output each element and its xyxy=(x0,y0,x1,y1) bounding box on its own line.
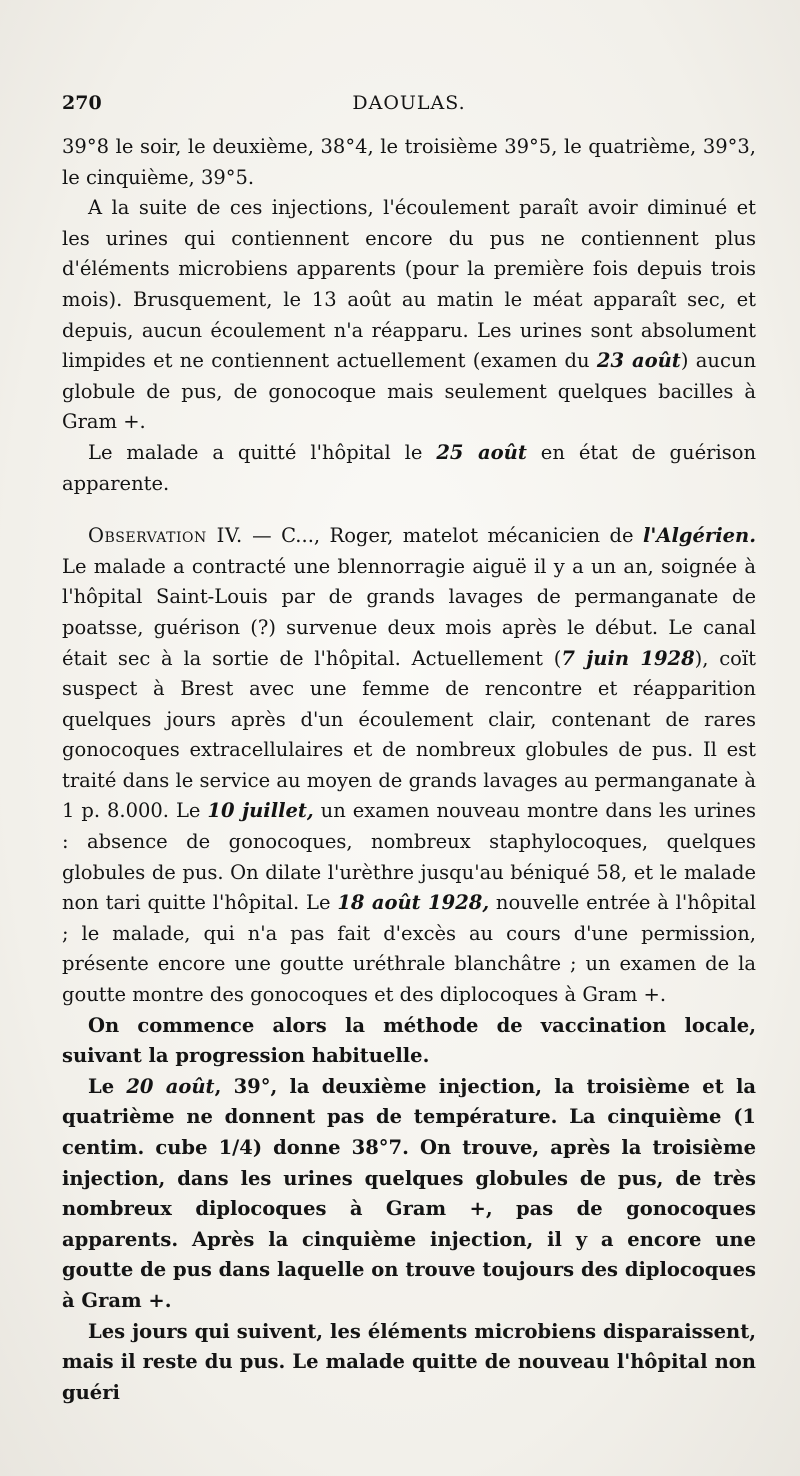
page-number: 270 xyxy=(62,92,102,114)
text-run: Le malade a contracté une blennorragie aiguë il y a un an, soignée à l'hôpital Saint-Louis par de grands lavages de permanganate de poatsse, guérison (?) survenue deux mois après le début. Le canal était sec à la sortie de l'hôpital. Actuellement ( xyxy=(62,554,756,670)
paragraph-vaccination-start: On commence alors la méthode de vaccination locale, suivant la progression habituelle. xyxy=(62,1013,756,1068)
paragraph-temperatures: 39°8 le soir, le deuxième, 38°4, le troisième 39°5, le quatrième, 39°3, le cinquième, 39°5. xyxy=(62,135,756,189)
text-run: Le malade a quitté l'hôpital le xyxy=(88,440,437,464)
text-run: A la suite de ces injections, l'écoulement paraît avoir diminué et les urines qui contiennent encore du pus ne contiennent plus d'éléments microbiens apparents (pour la première fois depuis trois mois). Brusquement, le 13 août au matin le méat apparaît sec, et depuis, aucun écoulement n'a réapparu. Les urines sont absolument limpides et ne contiennent actuellement (examen du xyxy=(62,196,756,373)
body-text xyxy=(62,132,756,1408)
ship-name-italic: l'Algérien. xyxy=(642,524,756,548)
running-title: DAOULAS. xyxy=(352,92,466,114)
date-italic: 25 août xyxy=(436,440,527,464)
date-italic: 23 août xyxy=(596,349,681,373)
observation-iv xyxy=(62,521,756,1011)
text-run: ), coït suspect à Brest avec une femme de rencontre et réapparition quelques jours après d'un écoulement clair, contenant de rares gonocoques extracellulaires et de nombreux globules de pus. Il est traité dans le service au moyen de grands lavages au permanganate à 1 p. 8.000. Le xyxy=(62,646,756,823)
date-italic: 18 août 1928, xyxy=(337,891,490,915)
paragraph-following-days: Les jours qui suivent, les éléments microbiens disparaissent, mais il reste du pus. Le malade quitte de nouveau l'hôpital non guéri xyxy=(62,1319,756,1404)
text-run: Le xyxy=(88,1074,127,1098)
text-run: ) aucun globule de pus, de gonocoque mais seulement quelques bacilles à Gram +. xyxy=(62,349,756,434)
running-head xyxy=(62,92,756,132)
paragraph-injection-results xyxy=(62,193,756,438)
paragraph-vaccination-course xyxy=(62,1072,756,1317)
date-italic: 10 juillet, xyxy=(207,799,314,823)
text-run: en état de guérison apparente. xyxy=(62,440,757,495)
date-italic: 20 août xyxy=(126,1074,215,1098)
paragraph-discharge xyxy=(62,438,756,499)
observation-label: Observation IV. xyxy=(88,524,243,548)
text-run: nouvelle entrée à l'hôpital ; le malade, qui n'a pas fait d'excès au cours d'une permission, présente encore une goutte uréthrale blanchâtre ; un examen de la goutte montre des gonocoques et des diplocoques à Gram +. xyxy=(62,891,756,1007)
text-run: — C..., Roger, matelot mécanicien de xyxy=(242,524,643,548)
text-run: , 39°, la deuxième injection, la troisième et la quatrième ne donnent pas de température. La cinquième (1 centim. cube 1/4) donne 38°7. On trouve, après la troisième injection, dans les urines quelques globules de pus, de très nombreux diplocoques à Gram +, pas de gonocoques apparents. Après la cinquième injection, il y a encore une goutte de pus dans laquelle on trouve toujours des diplocoques à Gram +. xyxy=(62,1074,756,1312)
text-run: un examen nouveau montre dans les urines : absence de gonocoques, nombreux staphylocoques, quelques globules de pus. On dilate l'urèthre jusqu'au béniqué 58, et le malade non tari quitte l'hôpital. Le xyxy=(62,799,756,915)
date-italic: 7 juin 1928 xyxy=(561,646,695,670)
